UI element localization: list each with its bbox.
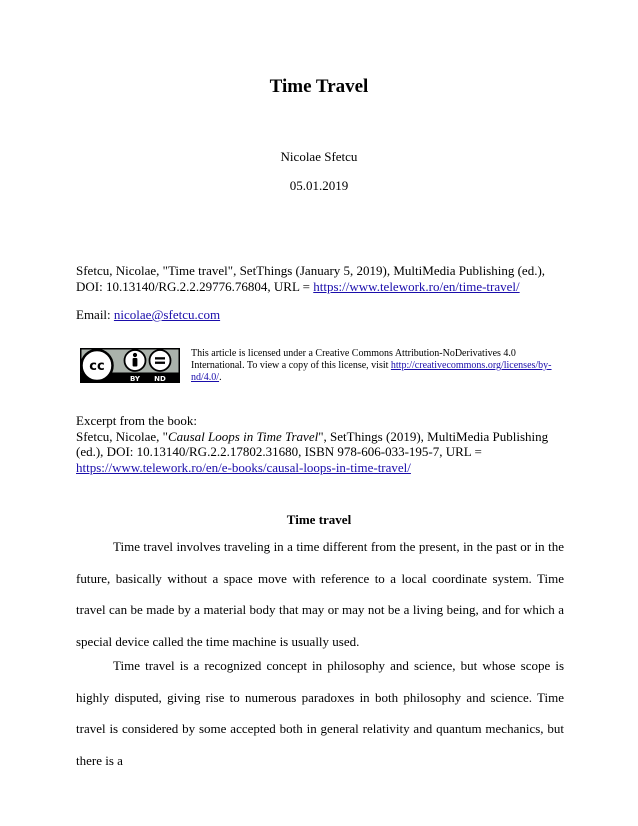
cc-by-nd-badge-icon[interactable] [80,348,180,383]
section-heading: Time travel [286,512,352,527]
body-paragraph [76,531,564,657]
author-name: Nicolae Sfetcu [280,149,358,164]
license-text: This article is licensed under a Creative Commons Attribution-NoDerivatives 4.0 International. To view a copy of this license, visit [191,348,516,371]
email-line [76,307,220,323]
book-title: Causal Loops in Time Travel [167,428,319,444]
paragraph-text: Time travel is a recognized concept in philosophy and science, but whose scope is highly disputed, giving rise to numerous paradoxes in both philosophy and science. Time travel is considered by some accepted both in general relativity and quantum mechanics, but there is a [76,658,564,768]
citation-block [76,263,566,295]
email-link[interactable]: nicolae@sfetcu.com [113,307,221,322]
license-url-link[interactable]: http://creativecommons.org/licenses/by-nd/4.0/ [191,360,552,383]
badge-nd-label: ND [154,375,166,383]
license-notice [191,348,561,384]
excerpt-intro: Excerpt from the book: [76,413,197,428]
document-title: Time Travel [269,76,369,97]
citation-text: Sfetcu, Nicolae, "Time travel", SetThings (January 5, 2019), MultiMedia Publishing (ed.), DOI: 10.13140/RG.2.2.29776.76804, URL = [76,263,546,294]
citation-url-link[interactable]: https://www.telework.ro/en/time-travel/ [313,279,520,294]
body-paragraph [76,650,564,776]
excerpt-suffix: ", SetThings (2019), MultiMedia Publishing (ed.), DOI: 10.13140/RG.2.2.17802.31680, ISBN 978-606-033-195-7, URL = [76,428,549,459]
excerpt-citation [76,429,566,476]
svg-text:cc: cc [89,359,105,374]
badge-by-label: BY [129,375,141,383]
publication-date: 05.01.2019 [289,178,349,193]
email-label: Email: [76,307,114,322]
license-end: . [219,372,222,383]
excerpt-block [76,413,566,475]
book-url-link[interactable]: https://www.telework.ro/en/e-books/causal-loops-in-time-travel/ [76,459,411,475]
excerpt-prefix: Sfetcu, Nicolae, " [76,428,168,444]
paragraph-text: Time travel involves traveling in a time different from the present, in the past or in the future, basically without a space move with reference to a local coordinate system. Time travel can be made by a material body that may or may not be a living being, and for which a special device called the time machine is usually used. [76,539,564,649]
